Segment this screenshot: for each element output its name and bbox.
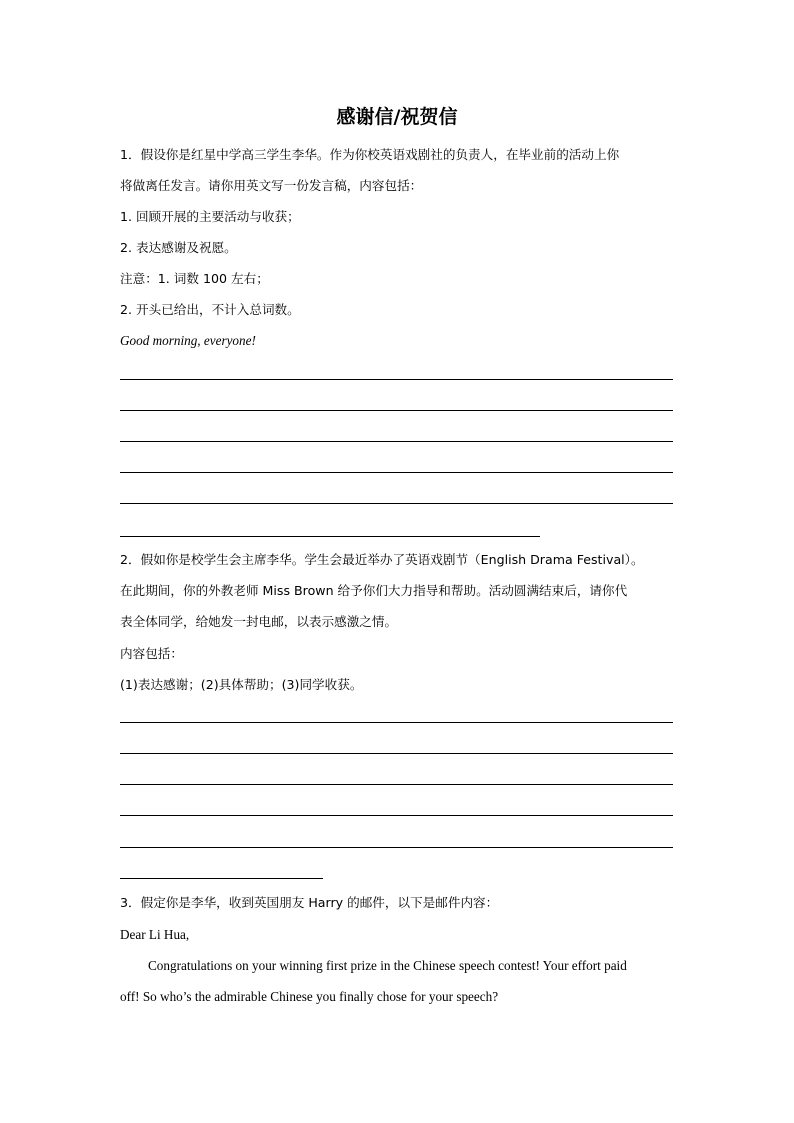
q2-answer-line xyxy=(120,847,673,848)
q1-prompt-line1: 1．假设你是红星中学高三学生李华。作为你校英语戏剧社的负责人，在毕业前的活动上你 xyxy=(120,147,620,162)
q1-answer-line xyxy=(120,379,673,380)
q2-prompt-line3: 表全体同学，给她发一封电邮，以表示感激之情。 xyxy=(120,614,398,629)
q1-point2: 2. 表达感谢及祝愿。 xyxy=(120,240,237,255)
q1-point1: 1. 回顾开展的主要活动与收获； xyxy=(120,209,300,224)
q2-prompt-line2: 在此期间，你的外教老师 Miss Brown 给予你们大力指导和帮助。活动圆满结束后，请你代 xyxy=(120,583,628,598)
q1-answer-line-short xyxy=(120,536,540,537)
q3-body-line1: Congratulations on your winning first prize in the Chinese speech contest! Your effort paid xyxy=(148,958,627,973)
q1-note2: 2. 开头已给出，不计入总词数。 xyxy=(120,302,300,317)
q1-answer-line xyxy=(120,472,673,473)
q2-answer-line xyxy=(120,784,673,785)
document-title: 感谢信/祝贺信 xyxy=(336,106,458,128)
q2-answer-line xyxy=(120,753,673,754)
q2-answer-line-short xyxy=(120,878,323,879)
q2-answer-line xyxy=(120,722,673,723)
q3-body-line2: off! So who’s the admirable Chinese you finally chose for your speech? xyxy=(120,989,499,1004)
q1-answer-line xyxy=(120,503,673,504)
q1-opening: Good morning, everyone! xyxy=(120,333,256,348)
q1-answer-line xyxy=(120,441,673,442)
q2-answer-line xyxy=(120,815,673,816)
q2-content-label: 内容包括： xyxy=(120,646,183,661)
q2-points: (1)表达感谢；(2)具体帮助；(3)同学收获。 xyxy=(120,677,363,692)
q3-prompt-line1: 3．假定你是李华，收到英国朋友 Harry 的邮件，以下是邮件内容： xyxy=(120,895,499,910)
q1-prompt-line2: 将做离任发言。请你用英文写一份发言稿，内容包括： xyxy=(120,178,423,193)
q2-prompt-line1: 2．假如你是校学生会主席李华。学生会最近举办了英语戏剧节（English Drama Festival）。 xyxy=(120,552,644,567)
q1-note1: 注意：1. 词数 100 左右； xyxy=(120,271,269,286)
q3-salutation: Dear Li Hua, xyxy=(120,927,190,942)
q1-answer-line xyxy=(120,410,673,411)
